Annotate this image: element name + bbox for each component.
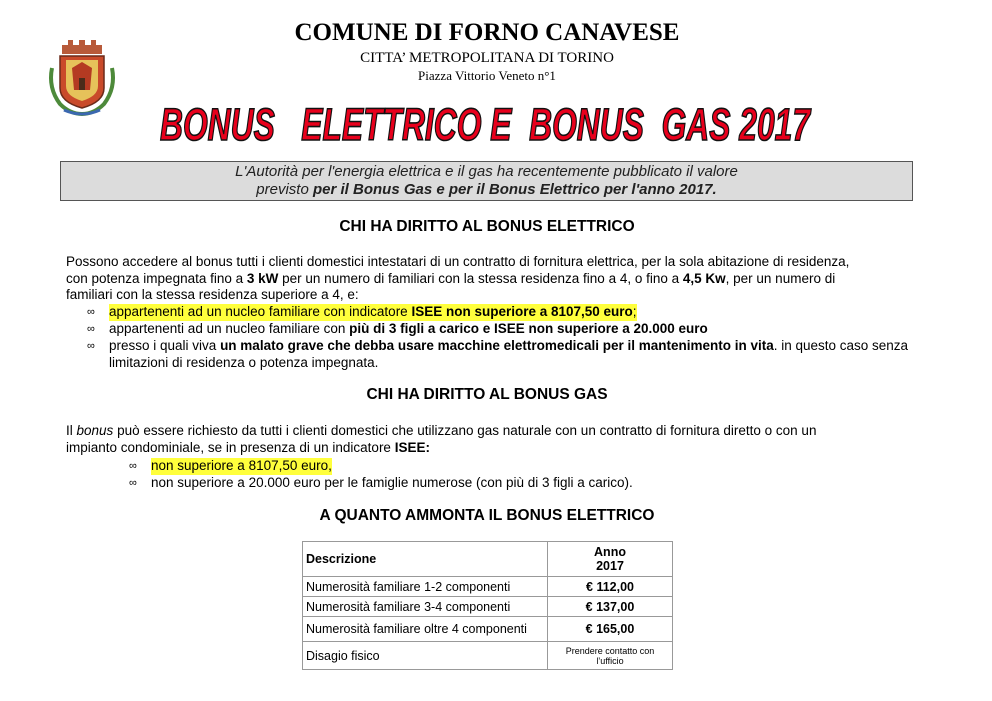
table-row — [303, 597, 673, 617]
infinity-bullet-icon: ∞ — [129, 477, 137, 489]
power-4-5kw: 4,5 Kw — [682, 270, 726, 286]
table-cell-value: € 112,00 — [548, 577, 673, 597]
infinity-bullet-icon: ∞ — [87, 340, 95, 352]
intro-line-2-bold: per il Bonus Gas e per il Bonus Elettrico per l'anno 2017. — [313, 181, 717, 198]
intro-line-1: L'Autorità per l'energia elettrica e il gas ha recentemente pubblicato il valore — [235, 163, 738, 180]
metropolitan-city-subtitle: CITTA’ METROPOLITANA DI TORINO — [360, 50, 614, 66]
value-line: Prendere contatto con — [565, 645, 655, 656]
table-cell-desc: Numerosità familiare oltre 4 componenti — [303, 617, 548, 642]
text-span: ; — [632, 304, 637, 319]
municipality-address: Piazza Vittorio Veneto n°1 — [418, 68, 556, 83]
text-span: appartenenti ad un nucleo familiare con indicatore — [109, 304, 412, 319]
intro-line-2 — [61, 181, 912, 199]
text-span: Il — [66, 423, 77, 438]
paragraph-line-2 — [66, 271, 926, 288]
text-bold: un malato grave che debba usare macchine elettromedicali per il mantenimento in vita — [220, 338, 774, 353]
heading-bonus-elettrico: CHI HA DIRITTO AL BONUS ELETTRICO — [339, 218, 635, 235]
bullet-text: non superiore a 20.000 euro per le famiglie numerose (con più di 3 figli a carico). — [151, 475, 633, 490]
table-row — [303, 642, 673, 670]
table-header-anno — [548, 542, 673, 577]
heading-importo-bonus: A QUANTO AMMONTA IL BONUS ELETTRICO — [319, 507, 655, 524]
intro-notice-box — [60, 161, 913, 201]
power-3kw: 3 kW — [246, 270, 279, 286]
table-header-descrizione: Descrizione — [303, 542, 548, 577]
bonus-banner-title — [150, 92, 820, 154]
table-cell-desc: Numerosità familiare 3-4 componenti — [303, 597, 548, 617]
text-span: può essere richiesto da tutti i clienti domestici che utilizzano gas naturale con un contratto di fornitura diretto o con un — [113, 423, 817, 438]
paragraph-line-2 — [66, 440, 926, 457]
text-span: , per un numero di — [725, 270, 836, 286]
table-cell-value: € 165,00 — [548, 617, 673, 642]
text-span: appartenenti ad un nucleo familiare con — [109, 321, 350, 336]
text-span: . in questo caso senza limitazioni di residenza o potenza impegnata. — [109, 338, 909, 370]
infinity-bullet-icon: ∞ — [87, 306, 95, 318]
paragraph-gas-requirements — [66, 423, 926, 456]
table-row — [303, 577, 673, 597]
municipality-title: COMUNE DI FORNO CANAVESE — [294, 19, 680, 46]
bullet-text — [109, 321, 708, 338]
table-cell-value — [548, 642, 673, 670]
table-cell-value: € 137,00 — [548, 597, 673, 617]
bonus-banner-text: BONUS ELETTRICO E BONUS GAS 2017 — [160, 99, 812, 150]
text-bold: più di 3 figli a carico e ISEE non superiore a 20.000 euro — [349, 321, 708, 336]
text-span: impianto condominiale, se in presenza di un indicatore — [66, 439, 395, 455]
text-span: con potenza impegnata fino a — [66, 270, 247, 286]
text-italic: bonus — [76, 423, 114, 438]
bonus-amount-table — [302, 541, 673, 670]
intro-line-2-plain: previsto — [256, 181, 313, 198]
paragraph-line-1: Possono accedere al bonus tutti i clienti domestici intestatari di un contratto di fornitura elettrica, per la sola abitazione di residenza, — [66, 254, 850, 269]
text-span: presso i quali viva — [109, 338, 221, 353]
header-line: 2017 — [596, 559, 624, 573]
bullet-text — [109, 304, 637, 321]
bullet-text — [109, 338, 927, 371]
paragraph-line-3: familiari con la stessa residenza superiore a 4, e: — [66, 287, 359, 302]
header-line: Anno — [594, 545, 626, 559]
infinity-bullet-icon: ∞ — [87, 323, 95, 335]
value-line: l’ufficio — [596, 655, 624, 666]
bullet-text: non superiore a 8107,50 euro, — [151, 458, 332, 473]
text-span: per un numero di familiari con la stessa residenza fino a 4, o fino a — [278, 270, 683, 286]
text-bold: ISEE non superiore a 8107,50 euro — [411, 304, 633, 319]
text-bold: ISEE: — [394, 439, 430, 455]
table-cell-desc: Numerosità familiare 1-2 componenti — [303, 577, 548, 597]
table-cell-desc: Disagio fisico — [303, 642, 548, 670]
heading-bonus-gas: CHI HA DIRITTO AL BONUS GAS — [366, 386, 608, 403]
paragraph-line-1 — [66, 423, 926, 440]
table-header-row — [303, 542, 673, 577]
table-row — [303, 617, 673, 642]
paragraph-elettrico-requirements — [66, 254, 926, 304]
infinity-bullet-icon: ∞ — [129, 460, 137, 472]
